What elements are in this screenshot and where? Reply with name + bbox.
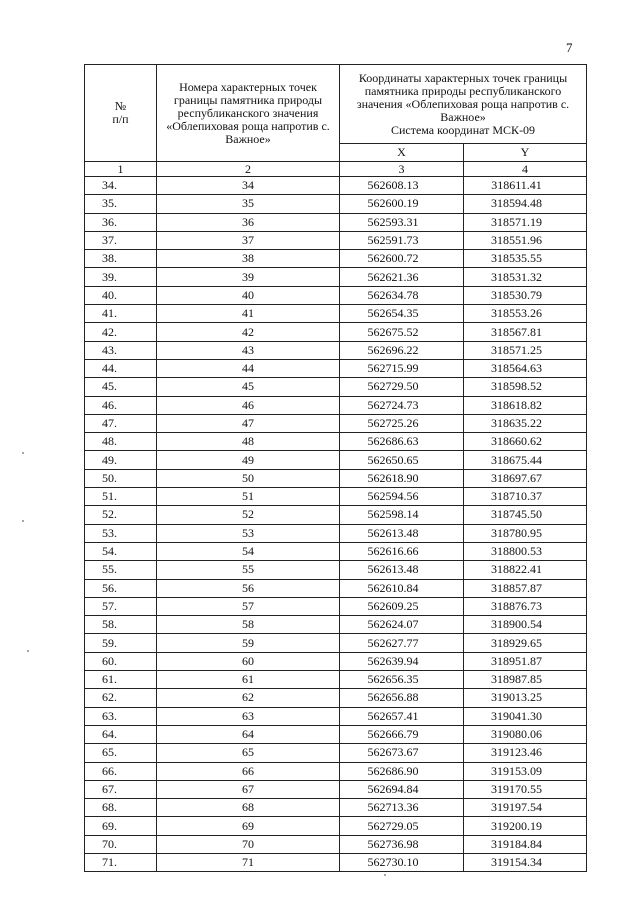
row-number-cell: 71. xyxy=(85,853,157,871)
x-coordinate-cell: 562657.41 xyxy=(340,707,464,725)
header-y: Y xyxy=(464,144,587,162)
header-coordinate-system: Система координат МСК-09 xyxy=(390,122,536,137)
table-row xyxy=(85,305,587,323)
row-number-cell: 37. xyxy=(85,231,157,249)
y-coordinate-cell: 318987.85 xyxy=(464,671,587,689)
table-row xyxy=(85,341,587,359)
row-number-cell: 51. xyxy=(85,488,157,506)
column-index-cell: 3 xyxy=(340,162,464,177)
table-row xyxy=(85,744,587,762)
x-coordinate-cell: 562725.26 xyxy=(340,414,464,432)
x-coordinate-cell: 562724.73 xyxy=(340,396,464,414)
row-number-cell: 41. xyxy=(85,305,157,323)
point-number-cell: 34 xyxy=(157,177,340,195)
y-coordinate-cell: 318594.48 xyxy=(464,195,587,213)
y-coordinate-cell: 318618.82 xyxy=(464,396,587,414)
row-number-cell: 69. xyxy=(85,817,157,835)
y-coordinate-cell: 318800.53 xyxy=(464,542,587,560)
y-coordinate-cell: 318530.79 xyxy=(464,286,587,304)
point-number-cell: 54 xyxy=(157,542,340,560)
row-number-cell: 67. xyxy=(85,780,157,798)
row-number-cell: 60. xyxy=(85,652,157,670)
table-row xyxy=(85,616,587,634)
table-row xyxy=(85,671,587,689)
scan-speck xyxy=(27,650,29,652)
x-coordinate-cell: 562715.99 xyxy=(340,359,464,377)
point-number-cell: 68 xyxy=(157,799,340,817)
point-number-cell: 61 xyxy=(157,671,340,689)
y-coordinate-cell: 318780.95 xyxy=(464,524,587,542)
x-coordinate-cell: 562656.88 xyxy=(340,689,464,707)
table-row xyxy=(85,396,587,414)
row-number-cell: 52. xyxy=(85,506,157,524)
y-coordinate-cell: 318745.50 xyxy=(464,506,587,524)
x-coordinate-cell: 562591.73 xyxy=(340,231,464,249)
table-row xyxy=(85,286,587,304)
scan-speck xyxy=(22,452,24,454)
point-number-cell: 47 xyxy=(157,414,340,432)
row-number-cell: 45. xyxy=(85,378,157,396)
point-number-cell: 42 xyxy=(157,323,340,341)
table-row xyxy=(85,561,587,579)
row-number-cell: 43. xyxy=(85,341,157,359)
x-coordinate-cell: 562600.19 xyxy=(340,195,464,213)
point-number-cell: 50 xyxy=(157,469,340,487)
point-number-cell: 62 xyxy=(157,689,340,707)
point-number-cell: 43 xyxy=(157,341,340,359)
row-number-cell: 54. xyxy=(85,542,157,560)
y-coordinate-cell: 318929.65 xyxy=(464,634,587,652)
table-row xyxy=(85,689,587,707)
y-coordinate-cell: 318635.22 xyxy=(464,414,587,432)
x-coordinate-cell: 562675.52 xyxy=(340,323,464,341)
x-coordinate-cell: 562736.98 xyxy=(340,835,464,853)
table-row xyxy=(85,652,587,670)
y-coordinate-cell: 319123.46 xyxy=(464,744,587,762)
table-row xyxy=(85,542,587,560)
row-number-cell: 40. xyxy=(85,286,157,304)
y-coordinate-cell: 319013.25 xyxy=(464,689,587,707)
point-number-cell: 63 xyxy=(157,707,340,725)
x-coordinate-cell: 562713.36 xyxy=(340,799,464,817)
y-coordinate-cell: 318571.19 xyxy=(464,213,587,231)
y-coordinate-cell: 319080.06 xyxy=(464,725,587,743)
row-number-cell: 70. xyxy=(85,835,157,853)
y-coordinate-cell: 319197.54 xyxy=(464,799,587,817)
y-coordinate-cell: 318822.41 xyxy=(464,561,587,579)
header-row-number-label: № п/п xyxy=(112,99,129,126)
coordinates-table xyxy=(84,64,587,872)
column-index-cell: 4 xyxy=(464,162,587,177)
x-coordinate-cell: 562627.77 xyxy=(340,634,464,652)
table-row xyxy=(85,488,587,506)
point-number-cell: 40 xyxy=(157,286,340,304)
y-coordinate-cell: 318551.96 xyxy=(464,231,587,249)
x-coordinate-cell: 562634.78 xyxy=(340,286,464,304)
table-row xyxy=(85,597,587,615)
x-coordinate-cell: 562686.90 xyxy=(340,762,464,780)
y-coordinate-cell: 318553.26 xyxy=(464,305,587,323)
row-number-cell: 66. xyxy=(85,762,157,780)
point-number-cell: 45 xyxy=(157,378,340,396)
y-coordinate-cell: 319154.34 xyxy=(464,853,587,871)
point-number-cell: 64 xyxy=(157,725,340,743)
point-number-cell: 52 xyxy=(157,506,340,524)
table-row xyxy=(85,835,587,853)
x-coordinate-cell: 562654.35 xyxy=(340,305,464,323)
table-row xyxy=(85,799,587,817)
y-coordinate-cell: 319041.30 xyxy=(464,707,587,725)
y-coordinate-cell: 318675.44 xyxy=(464,451,587,469)
point-number-cell: 60 xyxy=(157,652,340,670)
row-number-cell: 65. xyxy=(85,744,157,762)
point-number-cell: 53 xyxy=(157,524,340,542)
point-number-cell: 36 xyxy=(157,213,340,231)
table-row xyxy=(85,231,587,249)
point-number-cell: 35 xyxy=(157,195,340,213)
x-coordinate-cell: 562616.66 xyxy=(340,542,464,560)
x-coordinate-cell: 562610.84 xyxy=(340,579,464,597)
row-number-cell: 63. xyxy=(85,707,157,725)
table-row xyxy=(85,780,587,798)
table-row xyxy=(85,268,587,286)
x-coordinate-cell: 562613.48 xyxy=(340,561,464,579)
scan-speck xyxy=(22,520,24,522)
row-number-cell: 36. xyxy=(85,213,157,231)
point-number-cell: 59 xyxy=(157,634,340,652)
point-number-cell: 48 xyxy=(157,433,340,451)
y-coordinate-cell: 318567.81 xyxy=(464,323,587,341)
point-number-cell: 56 xyxy=(157,579,340,597)
header-row-number xyxy=(85,65,157,162)
row-number-cell: 46. xyxy=(85,396,157,414)
page-number: 7 xyxy=(566,40,573,55)
point-number-cell: 69 xyxy=(157,817,340,835)
x-coordinate-cell: 562686.63 xyxy=(340,433,464,451)
point-number-cell: 67 xyxy=(157,780,340,798)
table-row xyxy=(85,323,587,341)
row-number-cell: 49. xyxy=(85,451,157,469)
row-number-cell: 50. xyxy=(85,469,157,487)
point-number-cell: 71 xyxy=(157,853,340,871)
x-coordinate-cell: 562621.36 xyxy=(340,268,464,286)
y-coordinate-cell: 318598.52 xyxy=(464,378,587,396)
y-coordinate-cell: 318900.54 xyxy=(464,616,587,634)
table-row xyxy=(85,817,587,835)
point-number-cell: 37 xyxy=(157,231,340,249)
y-coordinate-cell: 318710.37 xyxy=(464,488,587,506)
table-row xyxy=(85,250,587,268)
table-row xyxy=(85,707,587,725)
table-row xyxy=(85,378,587,396)
table-row xyxy=(85,506,587,524)
table-row xyxy=(85,634,587,652)
row-number-cell: 48. xyxy=(85,433,157,451)
x-coordinate-cell: 562613.48 xyxy=(340,524,464,542)
x-coordinate-cell: 562600.72 xyxy=(340,250,464,268)
row-number-cell: 47. xyxy=(85,414,157,432)
y-coordinate-cell: 319184.84 xyxy=(464,835,587,853)
point-number-cell: 44 xyxy=(157,359,340,377)
table-row xyxy=(85,725,587,743)
table-row xyxy=(85,469,587,487)
x-coordinate-cell: 562618.90 xyxy=(340,469,464,487)
point-number-cell: 58 xyxy=(157,616,340,634)
x-coordinate-cell: 562673.67 xyxy=(340,744,464,762)
row-number-cell: 34. xyxy=(85,177,157,195)
y-coordinate-cell: 318611.41 xyxy=(464,177,587,195)
y-coordinate-cell: 318660.62 xyxy=(464,433,587,451)
row-number-cell: 56. xyxy=(85,579,157,597)
y-coordinate-cell: 319200.19 xyxy=(464,817,587,835)
header-point-number-label: Номера характерных точек границы памятника природы республиканского значения «Облепиховая роща напротив с. Важное» xyxy=(166,79,330,146)
row-number-cell: 39. xyxy=(85,268,157,286)
row-number-cell: 35. xyxy=(85,195,157,213)
y-coordinate-cell: 318697.67 xyxy=(464,469,587,487)
column-index-row xyxy=(85,162,587,177)
y-coordinate-cell: 318564.63 xyxy=(464,359,587,377)
table-row xyxy=(85,451,587,469)
header-x: X xyxy=(340,144,464,162)
x-coordinate-cell: 562609.25 xyxy=(340,597,464,615)
x-coordinate-cell: 562593.31 xyxy=(340,213,464,231)
point-number-cell: 49 xyxy=(157,451,340,469)
point-number-cell: 55 xyxy=(157,561,340,579)
x-coordinate-cell: 562666.79 xyxy=(340,725,464,743)
x-coordinate-cell: 562598.14 xyxy=(340,506,464,524)
x-coordinate-cell: 562696.22 xyxy=(340,341,464,359)
scan-speck xyxy=(384,874,386,876)
row-number-cell: 42. xyxy=(85,323,157,341)
table-row xyxy=(85,433,587,451)
point-number-cell: 39 xyxy=(157,268,340,286)
y-coordinate-cell: 318951.87 xyxy=(464,652,587,670)
x-coordinate-cell: 562730.10 xyxy=(340,853,464,871)
row-number-cell: 44. xyxy=(85,359,157,377)
y-coordinate-cell: 318571.25 xyxy=(464,341,587,359)
row-number-cell: 59. xyxy=(85,634,157,652)
table-row xyxy=(85,579,587,597)
y-coordinate-cell: 318876.73 xyxy=(464,597,587,615)
point-number-cell: 70 xyxy=(157,835,340,853)
row-number-cell: 57. xyxy=(85,597,157,615)
x-coordinate-cell: 562729.05 xyxy=(340,817,464,835)
point-number-cell: 51 xyxy=(157,488,340,506)
header-point-number xyxy=(157,65,340,162)
x-coordinate-cell: 562608.13 xyxy=(340,177,464,195)
row-number-cell: 38. xyxy=(85,250,157,268)
y-coordinate-cell: 319170.55 xyxy=(464,780,587,798)
x-coordinate-cell: 562639.94 xyxy=(340,652,464,670)
x-coordinate-cell: 562656.35 xyxy=(340,671,464,689)
table-row xyxy=(85,762,587,780)
y-coordinate-cell: 319153.09 xyxy=(464,762,587,780)
table-row xyxy=(85,414,587,432)
row-number-cell: 55. xyxy=(85,561,157,579)
row-number-cell: 61. xyxy=(85,671,157,689)
header-coordinates-label: Координаты характерных точек границы памятника природы республиканского значения «Облепиховая роща напротив с. Важное» xyxy=(356,70,570,124)
x-coordinate-cell: 562650.65 xyxy=(340,451,464,469)
x-coordinate-cell: 562694.84 xyxy=(340,780,464,798)
header-coordinates xyxy=(340,65,587,144)
x-coordinate-cell: 562594.56 xyxy=(340,488,464,506)
point-number-cell: 46 xyxy=(157,396,340,414)
x-coordinate-cell: 562729.50 xyxy=(340,378,464,396)
row-number-cell: 64. xyxy=(85,725,157,743)
y-coordinate-cell: 318535.55 xyxy=(464,250,587,268)
table-row xyxy=(85,853,587,871)
row-number-cell: 68. xyxy=(85,799,157,817)
point-number-cell: 66 xyxy=(157,762,340,780)
table-row xyxy=(85,359,587,377)
column-index-cell: 2 xyxy=(157,162,340,177)
point-number-cell: 41 xyxy=(157,305,340,323)
point-number-cell: 57 xyxy=(157,597,340,615)
table-row xyxy=(85,195,587,213)
row-number-cell: 53. xyxy=(85,524,157,542)
table-row xyxy=(85,524,587,542)
point-number-cell: 38 xyxy=(157,250,340,268)
y-coordinate-cell: 318857.87 xyxy=(464,579,587,597)
column-index-cell: 1 xyxy=(85,162,157,177)
table-row xyxy=(85,213,587,231)
table-row xyxy=(85,177,587,195)
x-coordinate-cell: 562624.07 xyxy=(340,616,464,634)
row-number-cell: 62. xyxy=(85,689,157,707)
y-coordinate-cell: 318531.32 xyxy=(464,268,587,286)
row-number-cell: 58. xyxy=(85,616,157,634)
point-number-cell: 65 xyxy=(157,744,340,762)
